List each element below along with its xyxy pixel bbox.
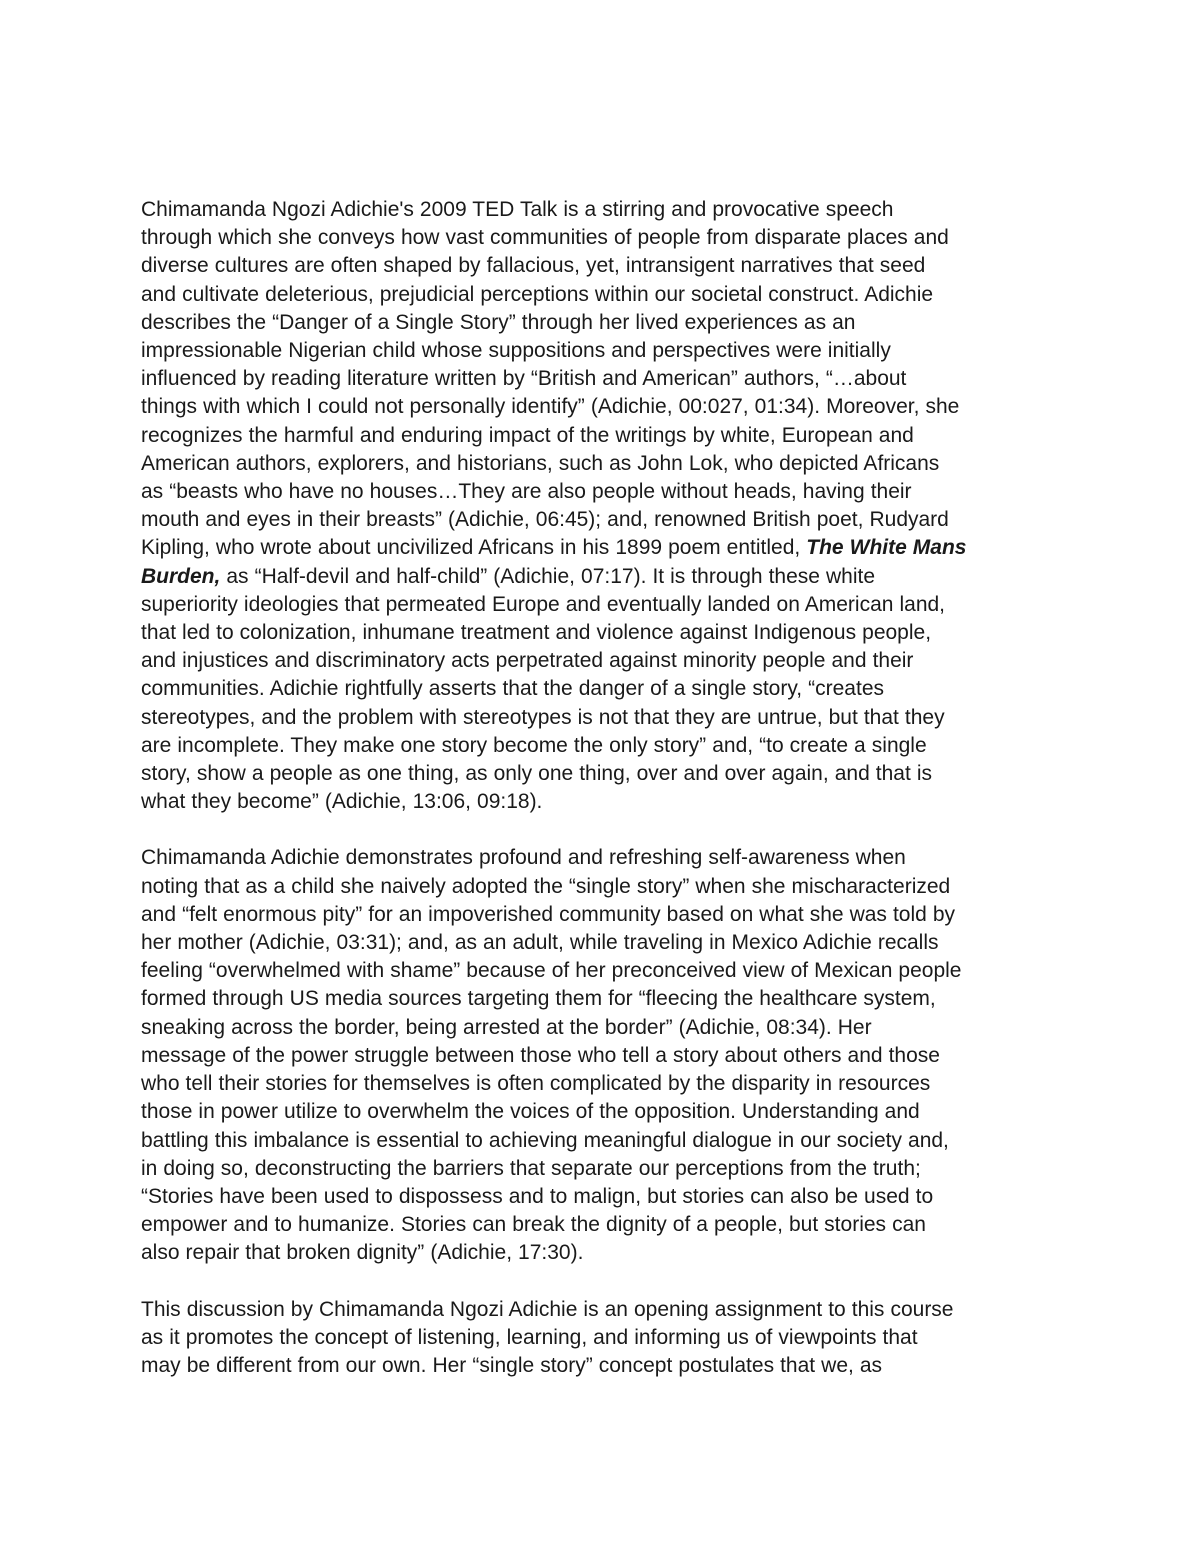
text-line: and injustices and discriminatory acts perpetrated against minority people and their [141, 649, 914, 673]
text-line: also repair that broken dignity” (Adichie, 17:30). [141, 1241, 584, 1265]
text-line: feeling “overwhelmed with shame” because of her preconceived view of Mexican people [141, 959, 962, 983]
text-fragment: Kipling, who wrote about uncivilized Africans in his 1899 poem entitled, [141, 536, 807, 560]
text-line: that led to colonization, inhumane treatment and violence against Indigenous people, [141, 621, 932, 645]
text-line: through which she conveys how vast communities of people from disparate places and [141, 226, 949, 250]
text-line: impressionable Nigerian child whose suppositions and perspectives were initially [141, 339, 891, 363]
text-line: as it promotes the concept of listening, learning, and informing us of viewpoints that [141, 1325, 918, 1349]
text-line: and “felt enormous pity” for an impoverished community based on what she was told by [141, 902, 956, 926]
text-line: American authors, explorers, and historians, such as John Lok, who depicted Africans [141, 451, 940, 475]
text-line: as “beasts who have no houses…They are also people without heads, having their [141, 480, 912, 504]
text-line: Chimamanda Ngozi Adichie's 2009 TED Talk is a stirring and provocative speech [141, 198, 894, 221]
text-line: her mother (Adichie, 03:31); and, as an adult, while traveling in Mexico Adichie recalls [141, 931, 939, 955]
document-body [141, 196, 1066, 1408]
text-line: influenced by reading literature written by “British and American” authors, “…about [141, 367, 907, 391]
text-line: empower and to humanize. Stories can break the dignity of a people, but stories can [141, 1213, 926, 1237]
text-fragment: as “Half-devil and half-child” (Adichie, 07:17). It is through these white [220, 564, 876, 588]
text-line: stereotypes, and the problem with stereotypes is not that they are untrue, but that they [141, 705, 945, 729]
text-line: Chimamanda Adichie demonstrates profound and refreshing self-awareness when [141, 846, 906, 870]
text-line: are incomplete. They make one story become the only story” and, “to create a single [141, 733, 927, 757]
text-line: recognizes the harmful and enduring impact of the writings by white, European and [141, 423, 914, 447]
text-line: “Stories have been used to dispossess and to malign, but stories can also be used to [141, 1184, 934, 1208]
text-line: who tell their stories for themselves is often complicated by the disparity in resources [141, 1072, 931, 1096]
text-line: battling this imbalance is essential to achieving meaningful dialogue in our society and, [141, 1128, 949, 1152]
paragraph-3 [141, 1296, 1066, 1381]
text-line: those in power utilize to overwhelm the voices of the opposition. Understanding and [141, 1100, 920, 1124]
text-line: diverse cultures are often shaped by fallacious, yet, intransigent narratives that seed [141, 254, 926, 278]
text-line: describes the “Danger of a Single Story” through her lived experiences as an [141, 310, 856, 334]
text-line: and cultivate deleterious, prejudicial perceptions within our societal construct. Adichie [141, 282, 934, 306]
paragraph-1 [141, 196, 1066, 816]
text-line: what they become” (Adichie, 13:06, 09:18). [141, 790, 543, 814]
text-line: noting that as a child she naively adopted the “single story” when she mischaracterized [141, 874, 951, 898]
text-line-with-title [141, 534, 1066, 562]
text-line: may be different from our own. Her “single story” concept postulates that we, as [141, 1353, 883, 1377]
text-line: sneaking across the border, being arrested at the border” (Adichie, 08:34). Her [141, 1015, 872, 1039]
poem-title-continued: Burden, [141, 564, 221, 588]
text-line: superiority ideologies that permeated Europe and eventually landed on American land, [141, 592, 946, 616]
text-line-with-title [141, 563, 1066, 591]
text-line: message of the power struggle between those who tell a story about others and those [141, 1043, 940, 1067]
text-line: in doing so, deconstructing the barriers that separate our perceptions from the truth; [141, 1156, 921, 1180]
text-line: mouth and eyes in their breasts” (Adichie, 06:45); and, renowned British poet, Rudyard [141, 508, 949, 532]
poem-title: The White Mans [806, 536, 967, 560]
text-line: formed through US media sources targeting them for “fleecing the healthcare system, [141, 987, 936, 1011]
text-line: things with which I could not personally identify” (Adichie, 00:027, 01:34). Moreover, she [141, 395, 960, 419]
text-line: communities. Adichie rightfully asserts that the danger of a single story, “creates [141, 677, 884, 701]
text-line: This discussion by Chimamanda Ngozi Adichie is an opening assignment to this course [141, 1297, 954, 1321]
text-line: story, show a people as one thing, as only one thing, over and over again, and that is [141, 762, 933, 786]
paragraph-2 [141, 844, 1066, 1267]
